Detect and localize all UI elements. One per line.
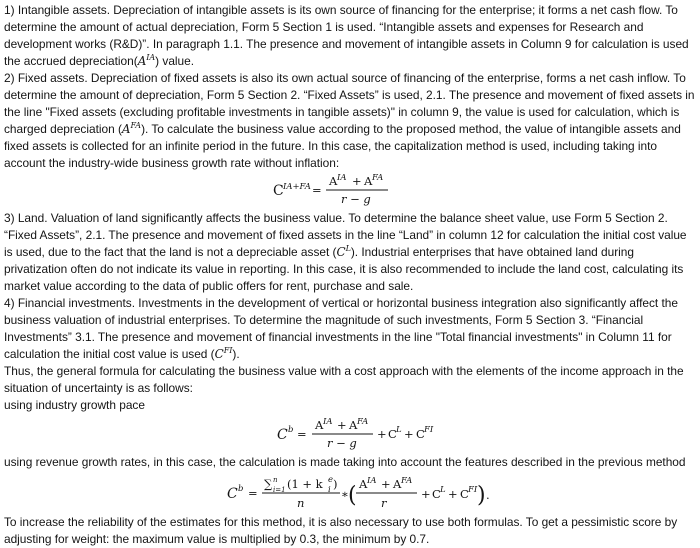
symbol-base: C [214, 347, 224, 361]
paragraph-tail: ). Industrial enterprises that have obtained land during privatization often do not indicate its value in reporting. In this case, it is also recommended to include the land cost, calculating its market value according to the data of public offers for rent, purchase and sale. [4, 245, 684, 293]
eq3-lparen: ( [348, 483, 357, 508]
eq3-num-b: A [393, 477, 402, 491]
symbol-depreciation-fixed [122, 122, 141, 136]
eq2-num-b-sup: FA [357, 417, 369, 427]
eq1-den: r − g [341, 192, 371, 206]
paragraph-text: 3) Land. Valuation of land significantly affects the business value. To determine the balance sheet value, use Form 5 Section 2. “Fixed Assets”, 2.1. The presence and movement of fixed assets in the line “Land” in column 12 for calculation the initial cost value is used, due to the fact that the land is not a depreciable asset ( [4, 211, 687, 259]
symbol-superscript: FI [223, 346, 233, 355]
eq2-plus: + [337, 418, 347, 432]
eq2-c-l-sup: L [396, 425, 402, 435]
paragraph-text: 2) Fixed assets. Depreciation of fixed assets is also its own actual source of financing of the enterprise, forms a net cash inflow. To determine the amount of depreciation, Form 5 Section 2. “Fixed Assets” is used, 2.1. The presence and movement of fixed assets in the line "Fixed assets (excluding profitable investments in tangible assets)" in column 9, the value is used for calculation, which is charged depreciation ( [4, 71, 695, 136]
equation-capitalization [4, 172, 698, 210]
paragraph-tail: ) value. [155, 54, 195, 68]
eq3-plus-1: + [421, 487, 431, 501]
eq3-sum: ∑ [264, 477, 273, 491]
eq3-c-fi: C [460, 487, 469, 501]
eq2-plus-2: + [404, 427, 414, 441]
eq3-c-l-sup: L [440, 485, 446, 495]
eq3-k-sup: e [328, 475, 334, 485]
paragraph-revenue-growth: using revenue growth rates, in this case, the calculation is made taking into account the features described in the previous method [4, 455, 686, 469]
eq2-num-a-sup: IA [323, 417, 333, 427]
eq3-num-a-sup: IA [367, 476, 377, 486]
eq3-times: ∗ [341, 487, 349, 501]
eq3-lhs-sup: b [238, 484, 244, 494]
eq2-plus-1: + [377, 427, 387, 441]
eq1-num-a: A [329, 174, 338, 188]
eq3-c-fi-sup: FI [468, 485, 478, 495]
equation-revenue-growth-svg [4, 471, 698, 514]
paragraph-tail: ). To calculate the business value according to the proposed method, the value of intangible assets and fixed assets is collected for an infinite period in the future. In this case, the capitalization method is used, including taking into account the industry-wide business growth rate without inflation: [4, 122, 681, 170]
eq2-lhs-base: C [277, 427, 288, 443]
eq3-den-r: r [381, 496, 387, 510]
eq1-num-b: A [364, 174, 373, 188]
eq3-sum-sub: i=1 [273, 486, 286, 494]
eq2-num-a: A [315, 418, 324, 432]
eq3-k-sub: i [328, 485, 331, 495]
eq2-c-fi-sup: FI [424, 425, 434, 435]
eq3-sum-body: (1 + k [287, 477, 323, 491]
eq2-c-l: C [388, 427, 397, 441]
paragraph-land [4, 210, 698, 295]
eq3-lhs-base: C [227, 486, 238, 502]
eq3-num-a: A [359, 477, 368, 491]
equation-capitalization-svg [4, 172, 698, 210]
paragraph-general-formula: Thus, the general formula for calculating the business value with a cost approach with the elements of the income approach in the situation of uncertainty is as follows: [4, 364, 684, 395]
eq2-den: r − g [327, 436, 357, 450]
symbol-financial-investments [215, 347, 233, 361]
eq3-num-b-sup: FA [401, 476, 413, 486]
paragraph-industry-growth: using industry growth pace [4, 398, 145, 412]
symbol-depreciation-intangible [138, 54, 155, 68]
eq2-equals: = [297, 427, 307, 441]
eq3-sum-close: ) [333, 477, 338, 491]
eq1-num-a-sup: IA [337, 173, 347, 183]
eq1-equals: = [312, 183, 322, 197]
eq3-plus: + [381, 477, 391, 491]
equation-industry-growth-svg [4, 414, 698, 454]
eq1-plus: + [352, 174, 362, 188]
eq1-num-b-sup: FA [372, 173, 384, 183]
symbol-base: A [137, 54, 147, 68]
eq1-lhs-sup: IA+FA [283, 182, 311, 192]
document-page [4, 2, 698, 548]
eq3-c-l: C [432, 487, 441, 501]
symbol-superscript: FA [130, 121, 142, 130]
eq3-sum-sup: n [273, 476, 278, 484]
symbol-land-cost [336, 245, 350, 259]
eq3-den-n: n [297, 496, 305, 510]
symbol-superscript: IA [146, 53, 156, 62]
paragraph-reliability: To increase the reliability of the estimates for this method, it is also necessary to use both formulas. To get a pessimistic score by adjusting for weight: the maximum value is multiplied by 0.3, the minimum by 0.7. [4, 515, 678, 546]
eq3-period: . [486, 488, 490, 502]
eq3-equals: = [248, 486, 258, 500]
paragraph-text: 1) Intangible assets. Depreciation of intangible assets is its own source of financing for the enterprise; it forms a net cash flow. To determine the amount of actual depreciation, Form 5 Section 1 is used. “Intangible assets and expenses for Research and development works (R&D)”. In paragraph 1.1. The presence and movement of intangible assets in Column 9 for calculation is used the accrued depreciation( [4, 3, 689, 68]
paragraph-fixed-assets [4, 70, 698, 172]
paragraph-financial-investments [4, 295, 698, 363]
eq3-rparen: ) [477, 483, 486, 508]
eq2-c-fi: C [416, 427, 425, 441]
eq2-num-b: A [349, 418, 358, 432]
eq1-lhs-base: C [273, 183, 284, 199]
eq2-lhs-sup: b [288, 425, 294, 435]
equation-revenue-growth [4, 471, 698, 514]
symbol-base: C [336, 245, 346, 259]
symbol-base: A [121, 122, 131, 136]
paragraph-text: 4) Financial investments. Investments in the development of vertical or horizontal business integration also significantly affect the business valuation of industrial enterprises. To determine the magnitude of such investments, Form 5 Section 3. “Financial Investments” 3.1. The presence and movement of financial investments in the line "Total financial investments" in Column 11 for calculation the initial cost value is used ( [4, 296, 678, 361]
paragraph-intangible-assets [4, 2, 698, 70]
paragraph-tail: ). [232, 347, 240, 361]
equation-industry-growth [4, 414, 698, 454]
eq3-plus-2: + [448, 487, 458, 501]
symbol-superscript: L [345, 244, 351, 253]
